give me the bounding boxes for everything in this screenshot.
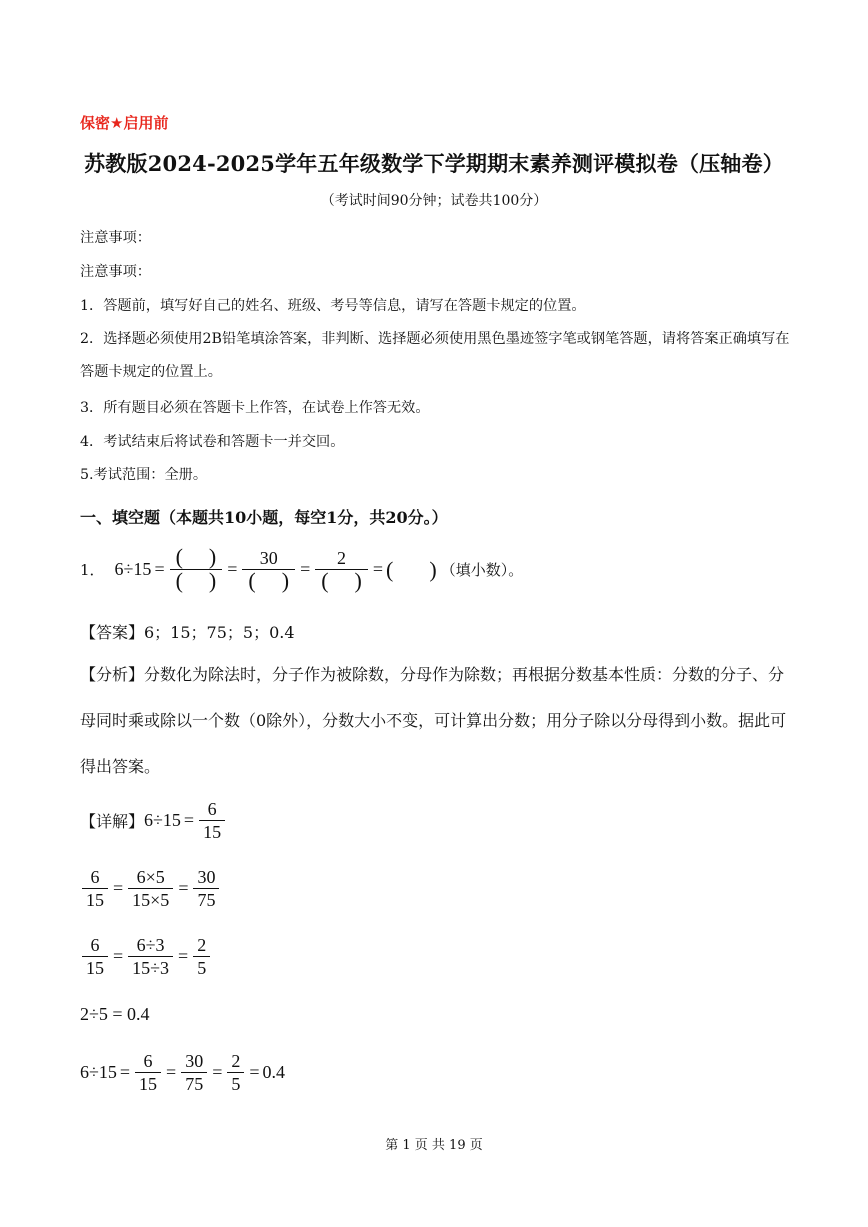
notice-heading-repeat: 注意事项：	[80, 264, 151, 280]
blank-fraction-1: $\frac{( )}{( )}$	[170, 546, 223, 593]
detail-row-2: $\frac{6}{15}$ = $\frac{6\times 5}{15\times 5}$ = $\frac{30}{75}$	[80, 866, 221, 911]
notice-heading: 注意事项：	[80, 230, 151, 246]
detail-row-5: 6÷15 = $\frac{6}{15}$ = $\frac{30}{75}$ = $\frac{2}{5}$ = 0.4	[80, 1051, 286, 1094]
answer-line: 【答案】6；15；75；5；0.4	[80, 623, 295, 642]
blank-decimal: ( )	[386, 556, 437, 582]
question-instruction: （填小数）。	[440, 561, 524, 579]
question-number: 1．	[80, 561, 105, 579]
detail-row-1: 【详解】 6÷15 = $\frac{6}{15}$	[80, 798, 227, 843]
fraction-6-15: $\frac{6}{15}$	[199, 798, 225, 843]
question-1: 1． 6÷15 = $\frac{( )}{( )}$ = $\frac{30}{( )}$ = $\frac{2}{( )}$ = ( ) （填小数）。	[80, 544, 524, 593]
equals-sign: =	[154, 559, 165, 579]
analysis-paragraph: 【分析】分数化为除法时，分子作为被除数，分母作为除数；再根据分数基本性质：分数的分子、分母同时乘或除以一个数（0除外），分数大小不变，可计算出分数；用分子除以分母得到小数。据此可得出答案。	[80, 665, 787, 776]
question-lhs: 6÷15	[114, 559, 152, 579]
exam-duration-note: （考试时间90分钟；试卷共100分）	[320, 193, 548, 209]
detail-label: 【详解】	[80, 812, 145, 831]
blank-fraction-2: $\frac{30}{( )}$	[242, 547, 295, 593]
notice-item-4: 4．考试结束后将试卷和答题卡一并交回。	[80, 434, 345, 450]
section-heading-fill-in: 一、填空题（本题共10小题，每空1分，共20分。）	[80, 508, 448, 527]
page-number: 第 1 页 共 19 页	[385, 1138, 483, 1153]
detail-row-4: 2÷5 = 0.4	[80, 1004, 150, 1024]
notice-item-1: 1．答题前，填写好自己的姓名、班级、考号等信息，请写在答题卡规定的位置。	[80, 298, 586, 314]
notice-item-5: 5.考试范围：全册。	[80, 467, 208, 483]
blank-fraction-3: $\frac{2}{( )}$	[315, 547, 368, 593]
confidential-mark: 保密★启用前	[80, 114, 169, 132]
notice-item-2: 2．选择题必须使用2B铅笔填涂答案，非判断、选择题必须使用黑色墨迹签字笔或钢笔答题，请将答案正确填写在答题卡规定的位置上。	[80, 331, 790, 380]
notice-item-3: 3．所有题目必须在答题卡上作答，在试卷上作答无效。	[80, 400, 430, 416]
detail-row-3: $\frac{6}{15}$ = $\frac{6\div 3}{15\div 3}$ = $\frac{2}{5}$	[80, 934, 212, 979]
page-title: 苏教版2024-2025学年五年级数学下学期期末素养测评模拟卷（压轴卷）	[84, 151, 784, 176]
